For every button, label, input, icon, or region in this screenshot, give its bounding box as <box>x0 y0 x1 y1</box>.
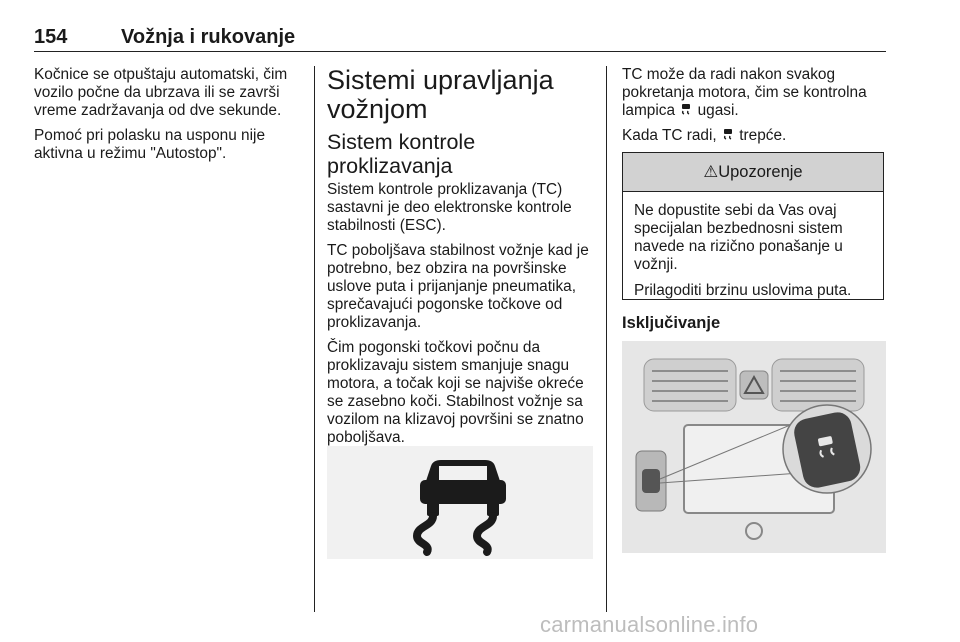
column-divider-1 <box>314 66 315 612</box>
column-3 <box>622 66 886 152</box>
text-span: Kada TC radi, <box>622 127 721 144</box>
paragraph: Kočnice se otpuštaju automatski, čim vozilo počne da ubrzava ili se završi vreme zadržavanja od dve sekunde. <box>34 66 288 119</box>
section-heading: Sistemi upravljanja vožnjom <box>327 65 554 124</box>
text-span: ugasi. <box>693 102 739 119</box>
warning-triangle-icon: ⚠ <box>703 163 719 181</box>
chapter-title: Vožnja i rukovanje <box>121 26 296 48</box>
page-header <box>34 22 886 54</box>
page-number: 154 <box>34 26 68 48</box>
traction-control-icon <box>327 446 593 559</box>
paragraph <box>622 127 886 145</box>
tc-symbol-figure <box>327 446 593 559</box>
column-divider-2 <box>606 66 607 612</box>
paragraph: Prilagoditi brzinu uslovima puta. <box>634 282 852 299</box>
paragraph: Sistem kontrole proklizavanja (TC) sastavni je deo elektronske kontrole stabilnosti (ESC). <box>327 181 572 234</box>
traction-control-icon <box>722 128 734 141</box>
air-vent-right <box>772 359 864 411</box>
watermark-text: carmanualsonline.info <box>540 612 759 637</box>
paragraph: Ne dopustite sebi da Vas ovaj specijalan bezbednosni sistem navede na rizično ponašanje u vožnji. <box>634 202 843 273</box>
warning-title: Upozorenje <box>718 163 803 181</box>
subsection-heading: Sistem kontrole proklizavanja <box>327 130 476 178</box>
paragraph: Čim pogonski točkovi počnu da proklizavaju sistem smanjuje snagu motora, a točak koji se najviše okreće se zasebno koči. Stabilnost vožnje sa vozilom na klizavoj površini se znatno poboljšava. <box>327 339 584 446</box>
text-span: TC može da radi nakon svakog pokretanja motora, čim se kontrolna lampica <box>622 66 867 119</box>
warning-header <box>623 153 883 192</box>
warning-body <box>623 192 883 300</box>
traction-control-icon <box>680 103 692 116</box>
column-2 <box>327 66 595 454</box>
dashboard-illustration <box>622 341 886 553</box>
section-title: Isključivanje <box>622 314 721 332</box>
text-span: trepće. <box>734 127 787 144</box>
dashboard-figure <box>622 341 886 553</box>
column-1 <box>34 66 304 170</box>
paragraph <box>622 66 886 120</box>
paragraph: TC poboljšava stabilnost vožnje kad je potrebno, bez obzira na površinske uslove puta i prijanjanje pneumatika, sprečavajući pogonske točkove od proklizavanja. <box>327 242 589 331</box>
paragraph: Pomoć pri polasku na usponu nije aktivna u režimu "Autostop". <box>34 127 266 162</box>
warning-box <box>622 152 884 300</box>
header-rule <box>34 51 886 52</box>
air-vent-left <box>644 359 736 411</box>
